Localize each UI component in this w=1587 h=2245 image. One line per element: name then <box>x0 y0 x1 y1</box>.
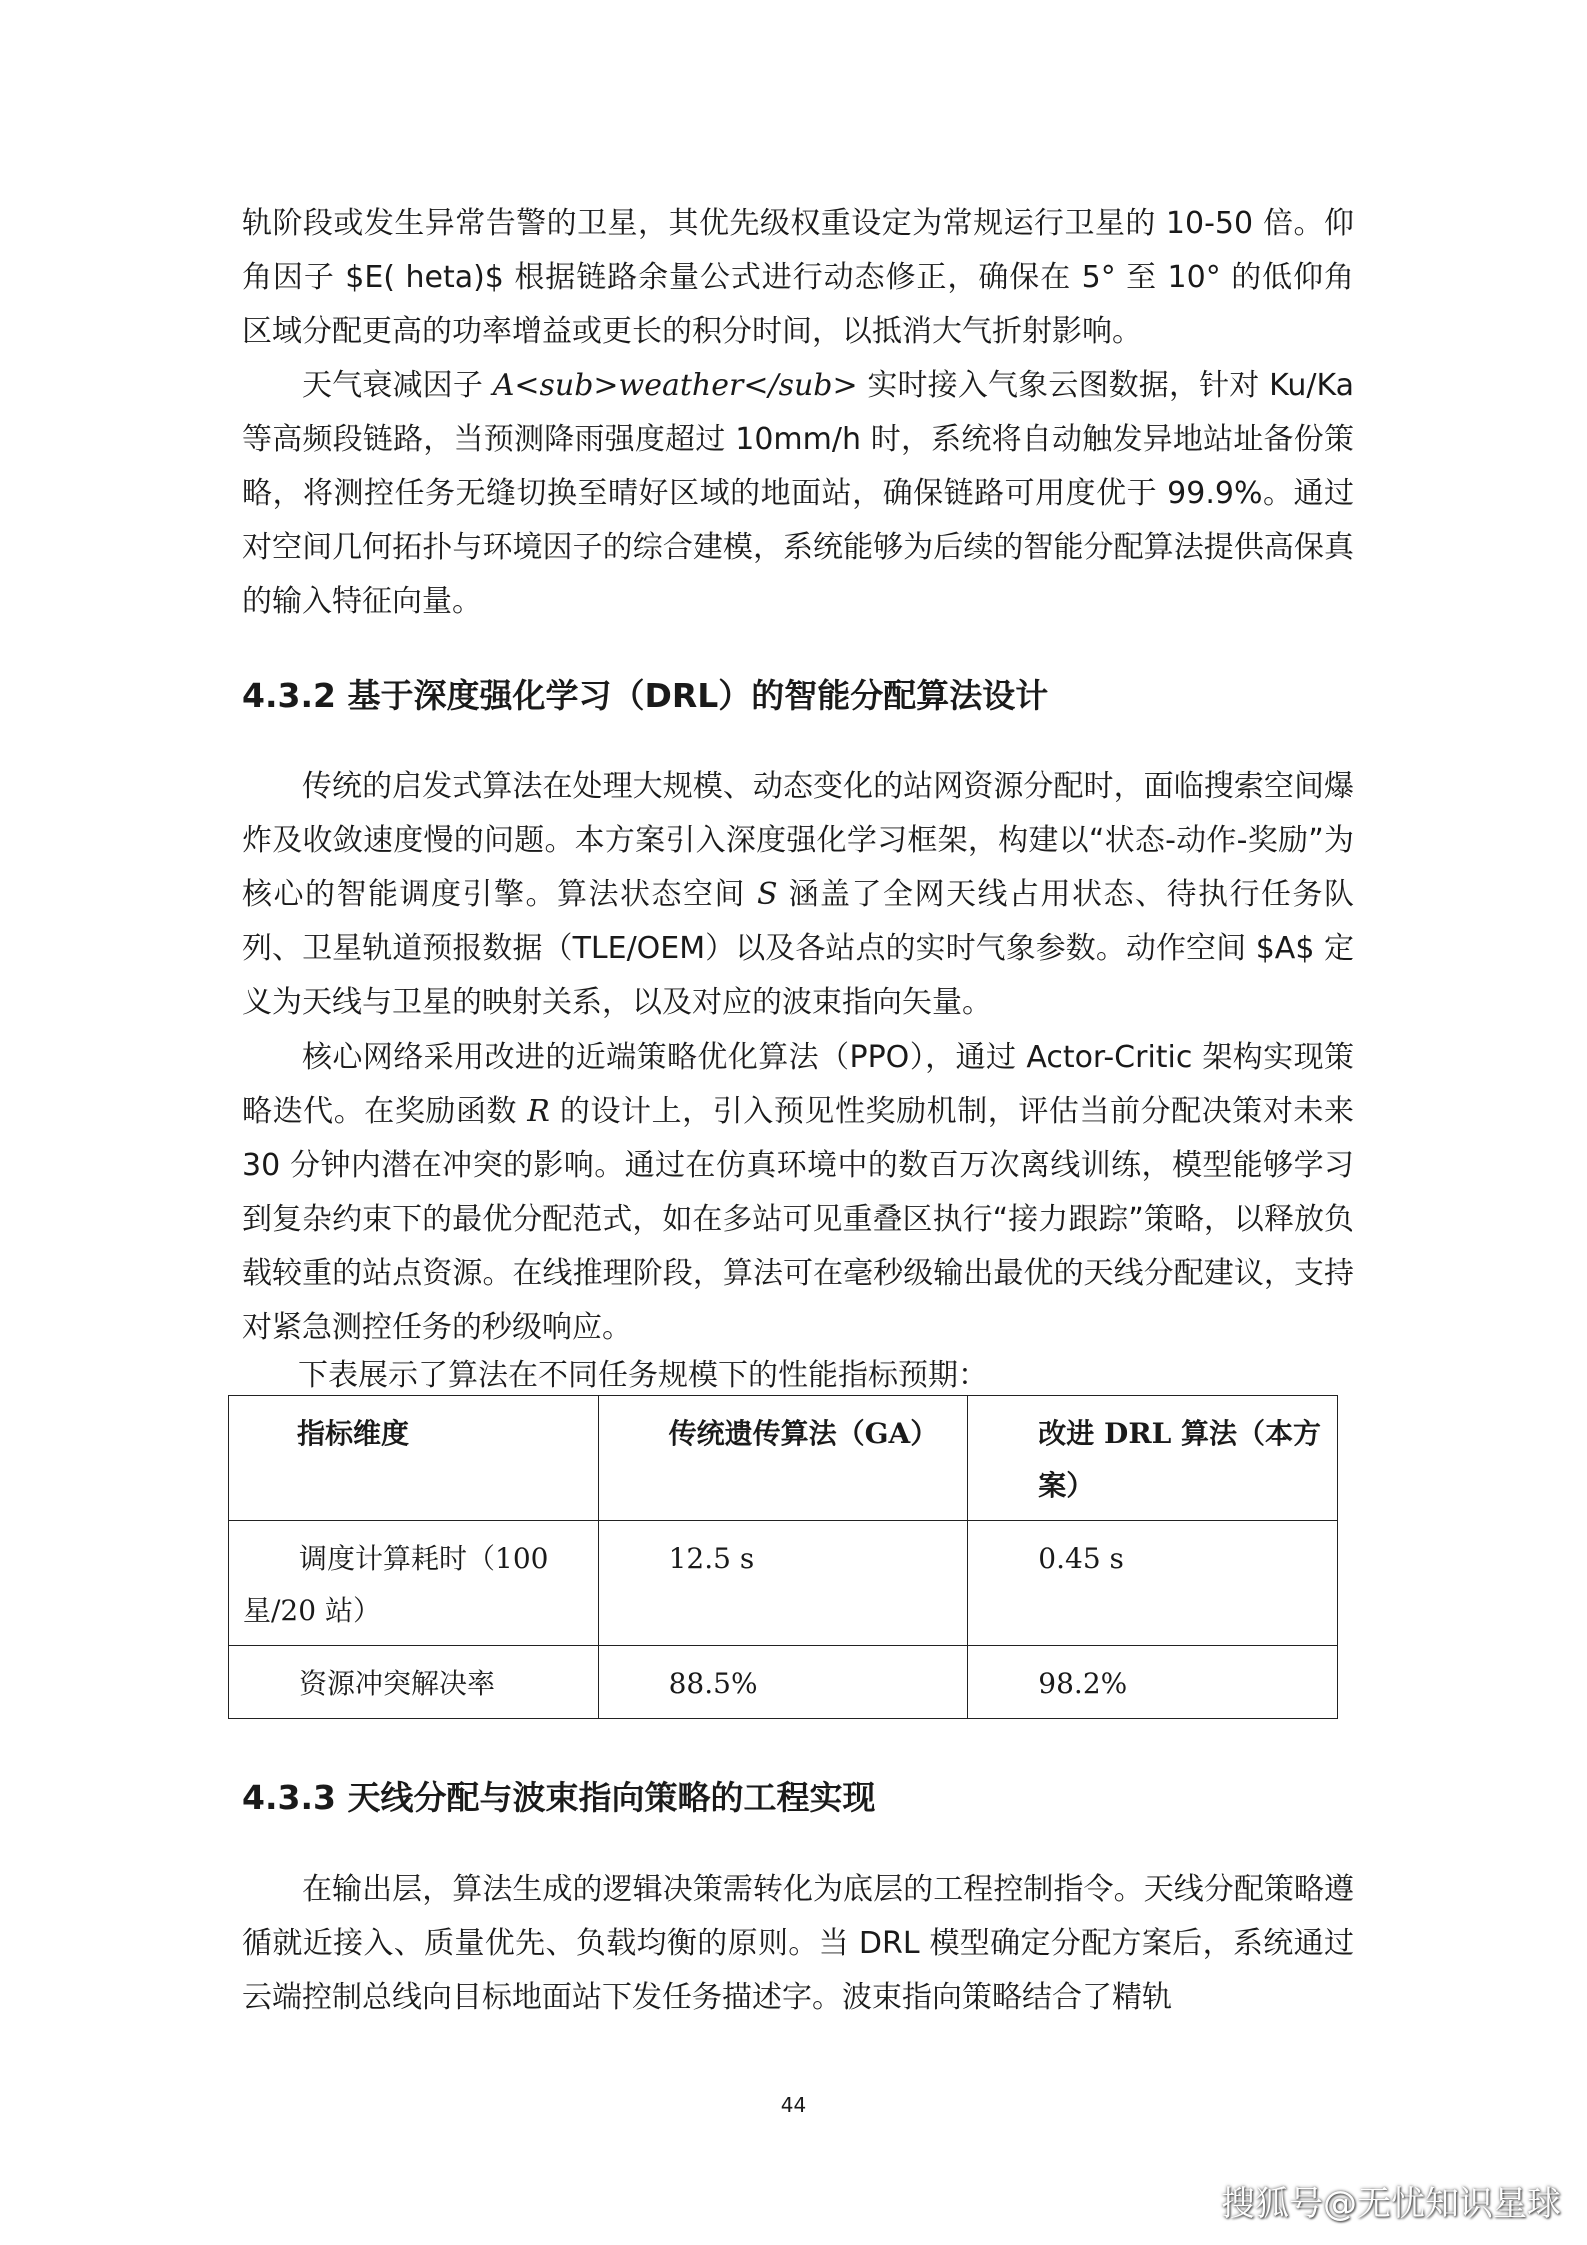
cell-drl: 98.2% <box>968 1646 1338 1719</box>
header-drl: 改进 DRL 算法（本方案） <box>968 1396 1338 1521</box>
paragraph-priority-elevation: 轨阶段或发生异常告警的卫星，其优先级权重设定为常规运行卫星的 10-50 倍。仰角因子 $E( heta)$ 根据链路余量公式进行动态修正，确保在 5° 至 10° 的低仰角区域分配更高的功率增益或更长的积分时间，以抵消大气折射影响。 <box>242 206 1354 349</box>
cell-drl: 0.45 s <box>968 1521 1338 1646</box>
paragraph-ppo-network <box>242 1031 1354 1355</box>
cell-ga: 88.5% <box>598 1646 968 1719</box>
performance-table <box>228 1395 1338 1719</box>
table-header-row <box>229 1396 1338 1521</box>
table-row <box>229 1521 1338 1646</box>
watermark: 搜狐号@无忧知识星球 <box>1221 2184 1561 2224</box>
p4-rest: 的设计上，引入预见性奖励机制，评估当前分配决策对未来 30 分钟内潜在冲突的影响。通过在仿真环境中的数百万次离线训练，模型能够学习到复杂约束下的最优分配范式，如在多站可见重叠区执行“接力跟踪”策略，以释放负载较重的站点资源。在线推理阶段，算法可在毫秒级输出最优的天线分配建议，支持对紧急测控任务的秒级响应。 <box>242 1094 1354 1345</box>
heading-4-3-3: 4.3.3 天线分配与波束指向策略的工程实现 <box>242 1778 876 1817</box>
cell-ga: 12.5 s <box>598 1521 968 1646</box>
heading-4-3-2: 4.3.2 基于深度强化学习（DRL）的智能分配算法设计 <box>242 676 1049 715</box>
weather-attenuation-symbol: A<sub>weather</sub> <box>492 368 858 403</box>
p3-rest: 涵盖了全网天线占用状态、待执行任务队列、卫星轨道预报数据（TLE/OEM）以及各站点的实时气象参数。动作空间 $A$ 定义为天线与卫星的映射关系，以及对应的波束指向矢量。 <box>242 877 1354 1020</box>
header-metric: 指标维度 <box>229 1396 599 1521</box>
p4-lead: 核心网络采用改进的近端策略优化算法（PPO），通过 Actor-Critic 架构实现策略迭代。在奖励函数 <box>242 1040 1354 1129</box>
p2-lead: 天气衰减因子 <box>302 368 493 403</box>
cell-metric: 资源冲突解决率 <box>229 1646 599 1719</box>
cell-metric: 调度计算耗时（100 星/20 站） <box>229 1521 599 1646</box>
p3-lead: 传统的启发式算法在处理大规模、动态变化的站网资源分配时，面临搜索空间爆炸及收敛速度慢的问题。本方案引入深度强化学习框架，构建以“状态-动作-奖励”为核心的智能调度引擎。算法状态空间 <box>242 769 1354 912</box>
table-row <box>229 1646 1338 1719</box>
paragraph-engineering-implementation: 在输出层，算法生成的逻辑决策需转化为底层的工程控制指令。天线分配策略遵循就近接入、质量优先、负载均衡的原则。当 DRL 模型确定分配方案后，系统通过云端控制总线向目标地面站下发任务描述字。波束指向策略结合了精轨 <box>242 1872 1354 2015</box>
paragraph-drl-framework <box>242 760 1354 1030</box>
table-caption: 下表展示了算法在不同任务规模下的性能指标预期： <box>298 1358 988 1393</box>
state-space-symbol: S <box>756 877 778 912</box>
reward-function-symbol: R <box>527 1094 550 1129</box>
p2-rest: 实时接入气象云图数据，针对 Ku/Ka 等高频段链路，当预测降雨强度超过 10mm/h 时，系统将自动触发异地站址备份策略，将测控任务无缝切换至晴好区域的地面站，确保链路可用度优于 99.9%。通过对空间几何拓扑与环境因子的综合建模，系统能够为后续的智能分配算法提供高保真的输入特征向量。 <box>242 368 1354 619</box>
page-number: 44 <box>780 2093 807 2117</box>
header-ga: 传统遗传算法（GA） <box>598 1396 968 1521</box>
paragraph-weather-attenuation <box>242 359 1354 629</box>
